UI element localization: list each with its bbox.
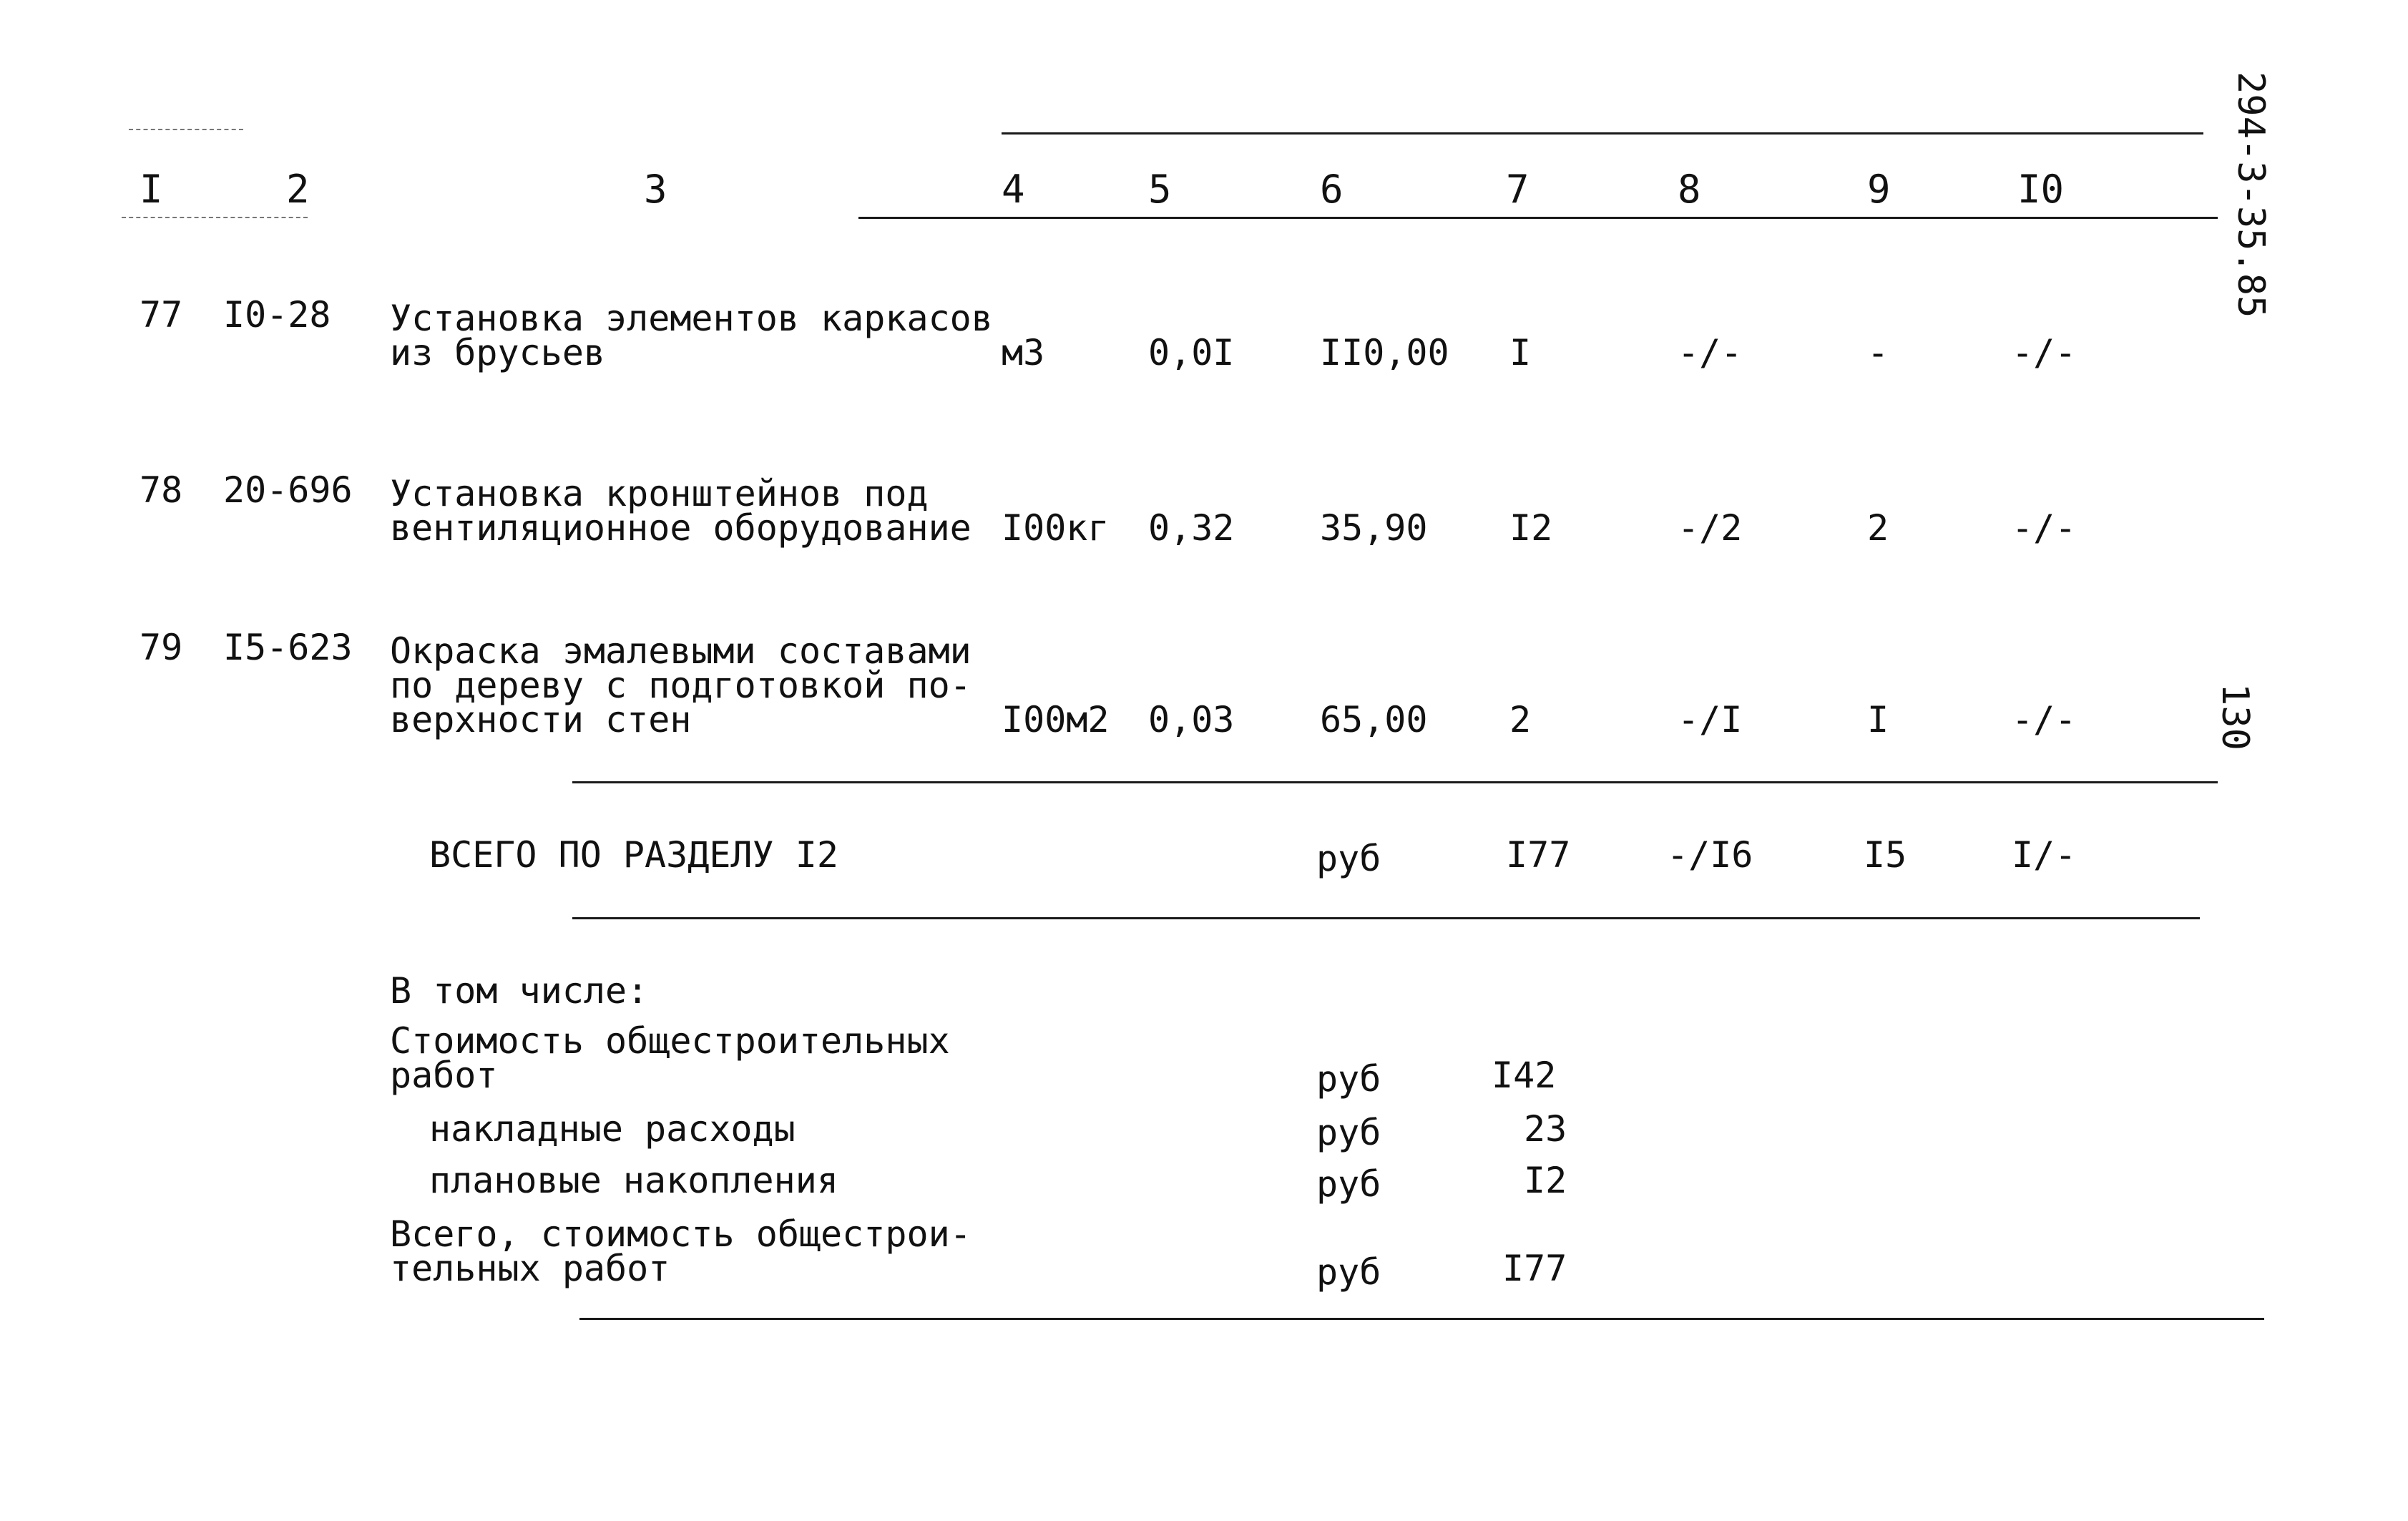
row-78-col10: -/- <box>2012 507 2077 549</box>
col-header-7: 7 <box>1506 167 1530 212</box>
row-79-desc-line-1: Окраска эмалевыми составами <box>390 630 971 672</box>
section-total-value: I77 <box>1506 834 1571 876</box>
row-77-col8: -/- <box>1678 332 1743 373</box>
col-header-8: 8 <box>1678 167 1701 212</box>
breakdown-item-2-label: накладные расходы <box>429 1108 796 1150</box>
row-77-desc-line-2: из брусьев <box>390 332 606 373</box>
row-79-unit: I00м2 <box>1002 699 1110 740</box>
row-77-code: I0-28 <box>223 294 331 336</box>
col-header-10: I0 <box>2017 167 2065 212</box>
row-78-price: 35,90 <box>1320 507 1428 549</box>
breakdown-item-4-line-1: Всего, стоимость общестрои- <box>390 1213 971 1255</box>
row-77-num: 77 <box>140 294 183 336</box>
col-header-2: 2 <box>286 167 310 212</box>
header-rule-left <box>122 217 308 218</box>
col-header-6: 6 <box>1320 167 1344 212</box>
row-79-num: 79 <box>140 627 183 668</box>
bottom-rule <box>579 1318 2264 1320</box>
row-77-col10: -/- <box>2012 332 2077 373</box>
col-header-5: 5 <box>1148 167 1172 212</box>
section-total-col10: I/- <box>2012 834 2077 876</box>
breakdown-item-1-unit: руб <box>1316 1058 1381 1100</box>
breakdown-item-3-value: I2 <box>1524 1160 1567 1201</box>
row-78-unit: I00кг <box>1002 507 1110 549</box>
page-number: 130 <box>2213 683 2256 750</box>
row-79-col9: I <box>1867 699 1889 740</box>
top-rule <box>1002 132 2203 135</box>
row-77-price: II0,00 <box>1320 332 1449 373</box>
row-79-desc-line-2: по дереву с подготовкой по- <box>390 665 971 706</box>
breakdown-item-1-line-2: работ <box>390 1055 498 1096</box>
row-78-num: 78 <box>140 469 183 511</box>
col-header-3: 3 <box>644 167 667 212</box>
section-total-col9: I5 <box>1864 834 1907 876</box>
col-header-4: 4 <box>1002 167 1025 212</box>
row-78-col8: -/2 <box>1678 507 1743 549</box>
breakdown-item-2-value: 23 <box>1524 1108 1567 1150</box>
row-79-total: 2 <box>1509 699 1532 740</box>
row-79-qty: 0,03 <box>1148 699 1235 740</box>
breakdown-item-3-unit: руб <box>1316 1163 1381 1205</box>
row-77-unit: м3 <box>1002 332 1045 373</box>
breakdown-item-4-value: I77 <box>1502 1248 1567 1289</box>
section-total-col8: -/I6 <box>1667 834 1753 876</box>
section-total-unit: руб <box>1316 838 1381 879</box>
breakdown-heading: В том числе: <box>390 970 649 1012</box>
row-77-col9: - <box>1867 332 1889 373</box>
row-77-desc-line-1: Установка элементов каркасов <box>390 298 993 339</box>
row-77-qty: 0,0I <box>1148 332 1235 373</box>
section-total-label: ВСЕГО ПО РАЗДЕЛУ I2 <box>429 834 838 876</box>
section-rule-bottom <box>572 917 2200 919</box>
breakdown-item-2-unit: руб <box>1316 1112 1381 1153</box>
row-79-desc-line-3: верхности стен <box>390 699 692 740</box>
breakdown-item-4-line-2: тельных работ <box>390 1248 670 1289</box>
document-code: 294-3-35.85 <box>2229 72 2272 318</box>
row-78-col9: 2 <box>1867 507 1889 549</box>
row-79-price: 65,00 <box>1320 699 1428 740</box>
row-78-desc-line-2: вентиляционное оборудование <box>390 507 971 549</box>
section-rule-top <box>572 781 2218 783</box>
breakdown-item-4-unit: руб <box>1316 1251 1381 1293</box>
row-79-col8: -/I <box>1678 699 1743 740</box>
row-79-code: I5-623 <box>223 627 353 668</box>
col-header-1: I <box>140 167 163 212</box>
row-77-total: I <box>1509 332 1532 373</box>
header-rule <box>858 217 2218 219</box>
row-78-desc-line-1: Установка кронштейнов под <box>390 473 929 514</box>
top-rule-left <box>129 129 243 130</box>
breakdown-item-1-line-1: Стоимость общестроительных <box>390 1020 950 1062</box>
col-header-9: 9 <box>1867 167 1891 212</box>
breakdown-item-1-value: I42 <box>1492 1055 1557 1096</box>
breakdown-item-3-label: плановые накопления <box>429 1160 838 1201</box>
row-78-code: 20-696 <box>223 469 353 511</box>
row-78-qty: 0,32 <box>1148 507 1235 549</box>
row-79-col10: -/- <box>2012 699 2077 740</box>
row-78-total: I2 <box>1509 507 1553 549</box>
